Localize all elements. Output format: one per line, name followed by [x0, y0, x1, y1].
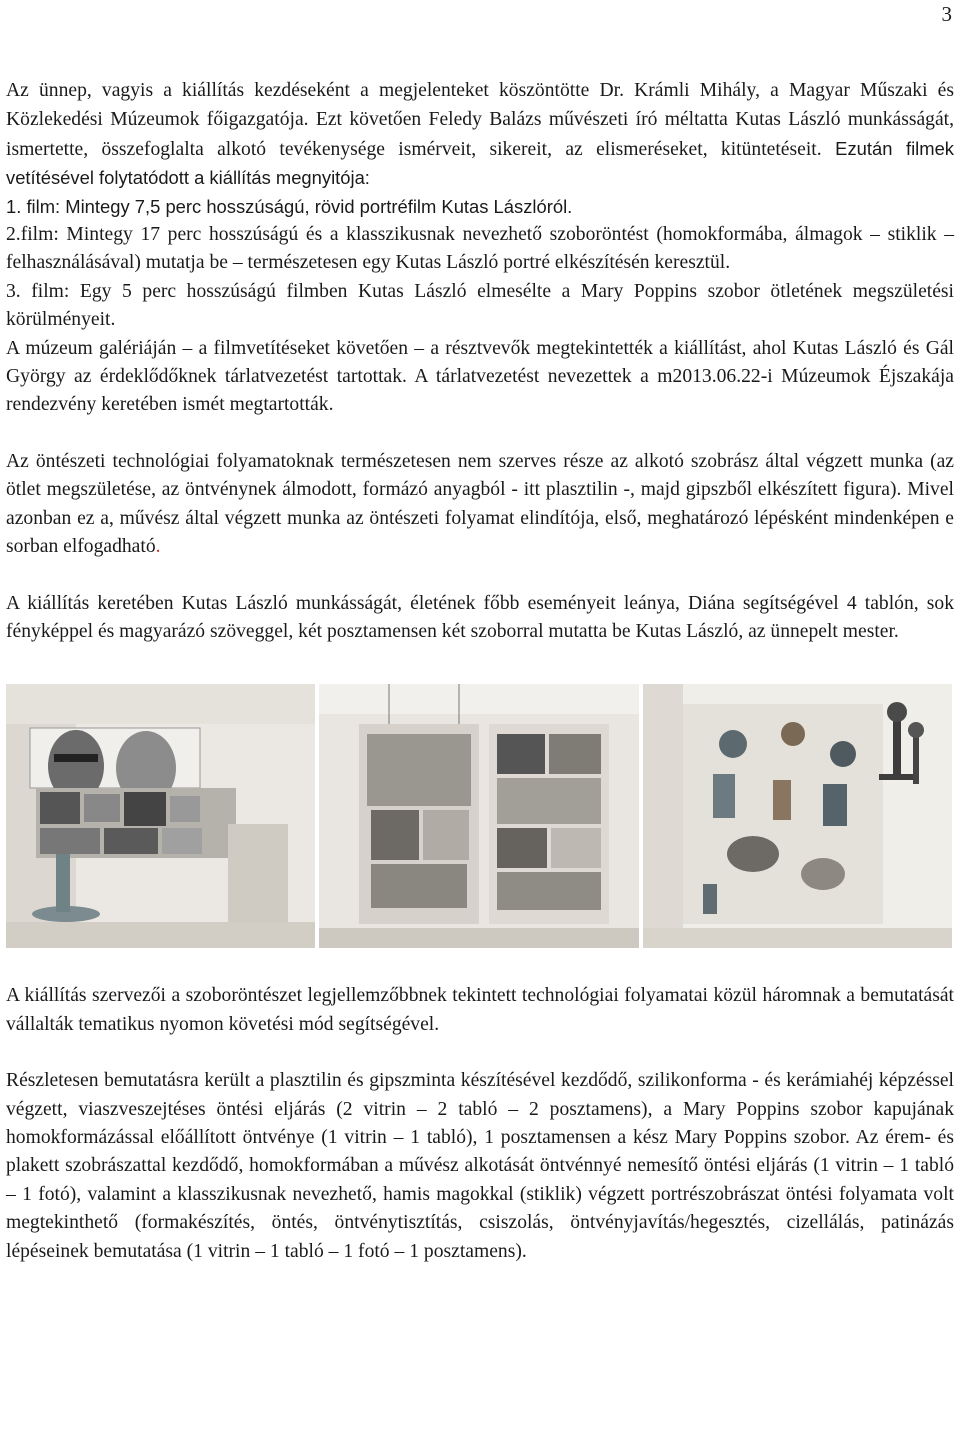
exhibition-photo-strip — [6, 684, 954, 948]
paragraph-opening — [6, 76, 954, 193]
red-period-mark: . — [155, 536, 161, 558]
film-1-item: 1. film: Mintegy 7,5 perc hosszúságú, rövid portréfilm Kutas Lászlóról. — [6, 195, 573, 217]
exhibition-photo-portraits — [6, 684, 315, 948]
technology-text: Az öntészeti technológiai folyamatoknak természetesen nem szerves része az alkotó szobrász által végzett munka (az ötlet megszületése, az öntvénynek álmodott, formázó anyagból - itt plasztilin -, majd gipszből elkészített figura). Mivel azonban ez a, művész által végzett munka az öntészeti folyamat elindítója, első, meghatározó lépésként mindenképen e sorban elfogadható — [6, 450, 954, 558]
document-body — [6, 76, 954, 1266]
page-number: 3 — [941, 2, 952, 26]
paragraph-details: Részletesen bemutatásra került a plasztilin és gipszminta készítésével kezdődő, szilikonforma - és kerámiahéj képzéssel végzett, viaszveszejtéses öntési eljárás (2 vitrin – 2 tabló – 2 posztamens), a Mary Poppins szobor kapujának homokformázással előállított öntvénye (1 vitrin – 1 tabló), 1 posztamensen a kész Mary Poppins szobor. Az érem- és plakett szobrászattal kezdődő, homokformában a művész alkotását öntvénnyé nemesítő öntési eljárás (1 vitrin – 1 tabló – 1 fotó), valamint a klasszikusnak nevezhető, hamis magokkal (stiklik) végzett portrészobrászat öntési folyamata volt megtekinthető (formakészítés, öntés, öntvénytisztítás, csiszolás, öntvényjavítás/hegesztés, cizellálás, patinázás lépéseinek bemutatása (1 vitrin – 1 tabló – 1 fotó – 1 posztamens). — [6, 1070, 954, 1262]
films-intro-text: Ezután filmek vetítésével folytatódott a kiállítás megnyitója: — [6, 137, 954, 189]
film-3-item: 3. film: Egy 5 perc hosszúságú filmben Kutas László elmesélte a Mary Poppins szobor ötletének megszületési körülményeit. — [6, 280, 954, 331]
exhibition-photo-tableaus — [319, 684, 639, 948]
gallery-paragraph: A múzeum galériáján – a filmvetítéseket követően – a résztvevők megtekintették a kiállítást, ahol Kutas László és Gál György az érdeklődőknek tárlatvezetést tartottak. A tárlatvezetést nevezettek a m2013.06.22-i Múzeumok Éjszakája rendezvény keretében ismét megtartották. — [6, 337, 954, 416]
paragraph-organizers: A kiállítás szervezői a szoboröntészet legjellemzőbbnek tekintett technológiai folyamatai közül háromnak a bemutatását vállalták tematikus nyomon követési mód segítségével. — [6, 985, 954, 1035]
paragraph-exhibition: A kiállítás keretében Kutas László munkásságát, életének főbb eseményeit leánya, Diána segítségével 4 tablón, sok fényképpel és magyarázó szöveggel, két posztamensen két szoborral mutatta be Kutas László, az ünnepelt mester. — [6, 592, 954, 642]
exhibition-photo-sculptures — [643, 684, 952, 948]
opening-intro-text: Az ünnep, vagyis a kiállítás kezdéseként a megjelenteket köszöntötte Dr. Krámli Mihály, a Magyar Műszaki és Közlekedési Múzeumok főigazgatója. Ezt követően Feledy Balázs művészeti író méltatta Kutas László munkásságát, ismertette, összefoglalta alkotó tevékenysége ismérveit, sikereit, az elismeréseket, kitüntetéseit. — [6, 80, 954, 160]
film-2-item: 2.film: Mintegy 17 perc hosszúságú és a klasszikusnak nevezhető szoboröntést (homokformába, álmagok – stiklik – felhasználásával) mutatja be – természetesen egy Kutas László portré elkészítésén keresztül. — [6, 224, 954, 274]
paragraph-technology — [6, 448, 954, 562]
